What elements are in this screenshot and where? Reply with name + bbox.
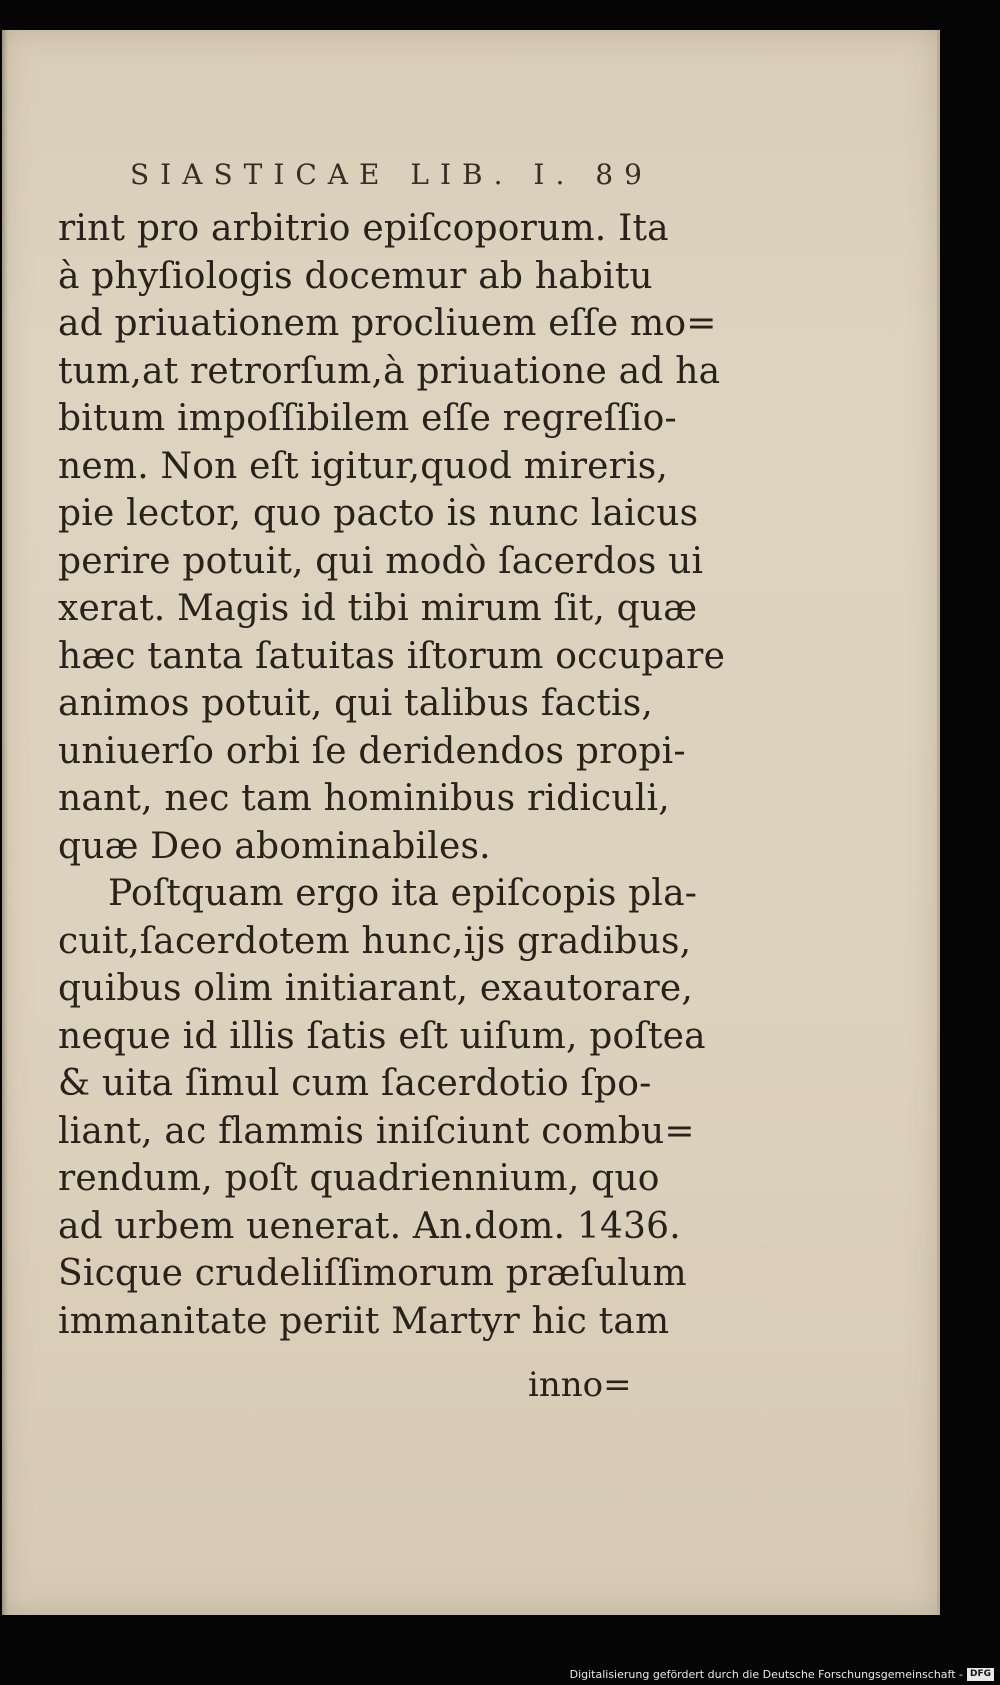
text-line: pie lector, quo pacto is nunc laicus — [58, 493, 699, 534]
text-line: à phyſiologis docemur ab habitu — [58, 255, 653, 297]
text-line: rint pro arbitrio epiſcoporum. Ita — [58, 208, 669, 249]
text-line: uniuerſo orbi ſe deridendos propi- — [58, 730, 686, 772]
text-line: quibus olim initiarant, exautorare, — [58, 968, 694, 1009]
digitization-credit — [570, 1668, 994, 1681]
text-line: rendum, poſt quadriennium, quo — [58, 1158, 660, 1199]
page-edge-shadow — [2, 30, 8, 1615]
text-line: nant, nec tam hominibus ridiculi, — [58, 778, 670, 819]
text-line: cuit,ſacerdotem hunc,ijs gradibus, — [58, 920, 692, 962]
dfg-logo: DFG — [967, 1668, 994, 1681]
text-line: nem. Non eſt igitur,quod mireris, — [58, 445, 669, 487]
catchword: inno= — [528, 1365, 632, 1405]
text-line: perire potuit, qui modò ſacerdos ui — [58, 540, 704, 582]
text-line: xerat. Magis id tibi mirum ſit, quæ — [58, 588, 698, 629]
credit-text: Digitalisierung gefördert durch die Deutsche Forschungsgemeinschaft - — [569, 1668, 963, 1681]
text-line: hæc tanta ſatuitas iſtorum occupare — [58, 635, 726, 677]
text-line: immanitate periit Martyr hic tam — [58, 1300, 670, 1342]
text-line: Sicque crudeliſſimorum præſulum — [58, 1253, 687, 1294]
paragraph-start-line: Poſtquam ergo ita epiſcopis pla- — [108, 873, 698, 914]
running-head: SIASTICAE LIB. I. 89 — [130, 158, 653, 191]
body-text — [58, 205, 726, 1345]
text-line: bitum impoſſibilem eſſe regreſſio- — [58, 398, 677, 439]
text-line: liant, ac flammis iniſciunt combu= — [58, 1110, 695, 1152]
text-line: ad urbem uenerat. An.dom. 1436. — [58, 1205, 681, 1247]
text-line: animos potuit, qui talibus factis, — [58, 683, 654, 724]
text-line: & uita ſimul cum ſacerdotio ſpo- — [58, 1063, 652, 1104]
text-line: quæ Deo abominabiles. — [58, 825, 491, 867]
text-line: neque id illis ſatis eſt uiſum, poſtea — [58, 1015, 706, 1057]
text-line: tum,at retrorſum,à priuatione ad ha — [58, 350, 721, 392]
text-line: ad priuationem procliuem eſſe mo= — [58, 303, 717, 344]
